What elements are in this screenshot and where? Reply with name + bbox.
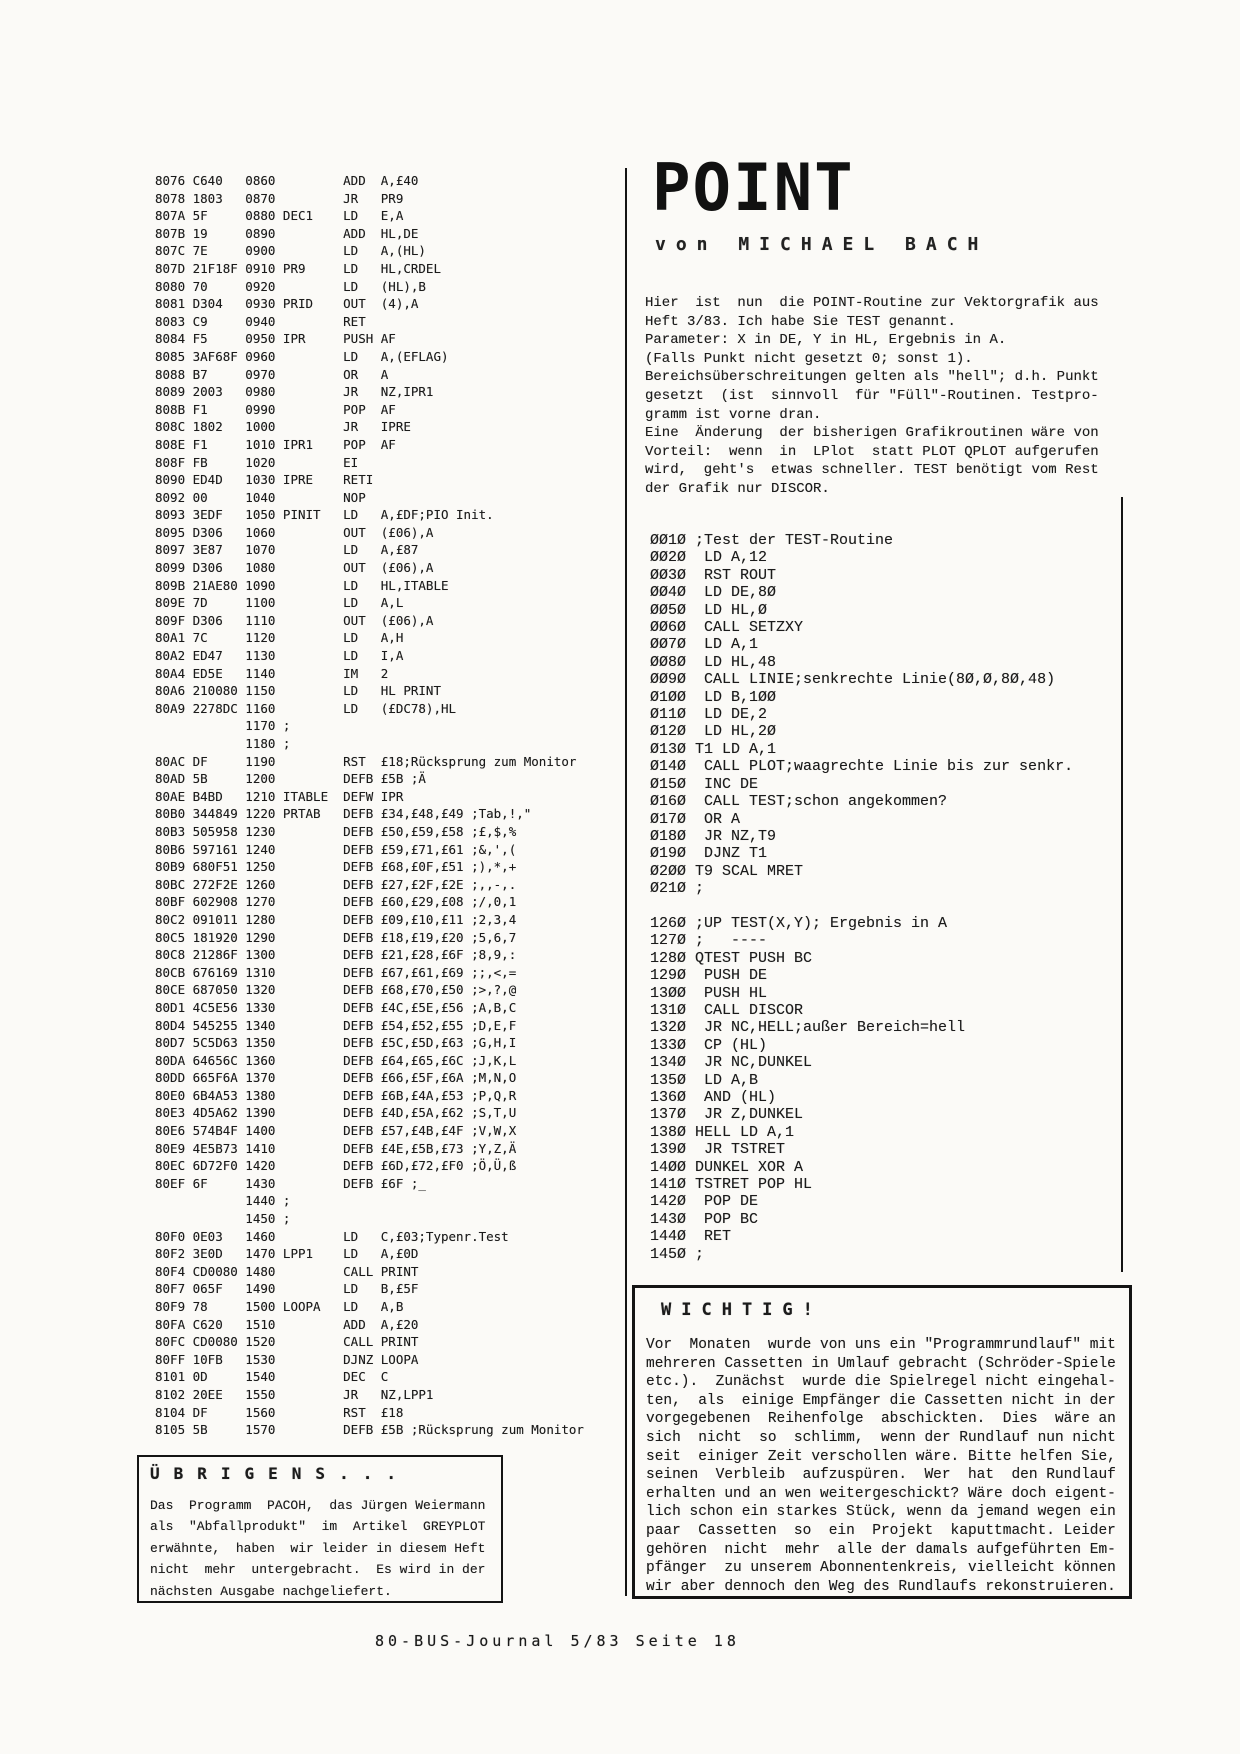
code-line: 80B6 597161 1240 DEFB £59,£71,£61 ;&,',( <box>155 841 517 857</box>
code-line: 808F FB 1020 EI <box>155 454 359 470</box>
code-line: 80C2 091011 1280 DEFB £09,£10,£11 ;2,3,4 <box>155 911 517 927</box>
code-line: 808E F1 1010 IPR1 POP AF <box>155 436 396 452</box>
code-line: 80C5 181920 1290 DEFB £18,£19,£20 ;5,6,7 <box>155 929 517 945</box>
code-line: 80AD 5B 1200 DEFB £5B ;Ä <box>155 771 426 787</box>
code-line: 8099 D306 1080 OUT (£06),A <box>155 560 434 576</box>
code-line: Ø2ØØ T9 SCAL MRET <box>650 862 804 880</box>
code-line: 807B 19 0890 ADD HL,DE <box>155 225 419 241</box>
text-line: vorgegebenen Reihenfolge abschickten. Dies wäre an <box>646 1411 1116 1428</box>
code-line: 80EF 6F 1430 DEFB £6F ;_ <box>155 1175 426 1191</box>
code-line <box>650 898 1073 915</box>
code-line: 8085 3AF68F 0960 LD A,(EFLAG) <box>155 348 449 364</box>
code-line: Ø1ØØ LD B,1ØØ <box>650 688 777 706</box>
code-line: 8097 3E87 1070 LD A,£87 <box>155 542 419 558</box>
code-line: 80D4 545255 1340 DEFB £54,£52,£55 ;D,E,F <box>155 1017 517 1033</box>
text-line: erwähnte, haben wir leider in diesem Heft <box>150 1540 486 1556</box>
code-line: ØØ6Ø CALL SETZXY <box>650 619 804 637</box>
code-line: 80AE B4BD 1210 ITABLE DEFW IPR <box>155 788 404 804</box>
code-line: 8080 70 0920 LD (HL),B <box>155 278 426 294</box>
code-line: 136Ø AND (HL) <box>650 1089 777 1106</box>
code-line: 80A1 7C 1120 LD A,H <box>155 630 404 646</box>
code-line: Ø17Ø OR A <box>650 810 741 828</box>
column-divider-rule <box>625 168 627 1596</box>
wichtig-box <box>632 1285 1132 1599</box>
code-line: 80CB 676169 1310 DEFB £67,£61,£69 ;;,<,= <box>155 964 517 980</box>
text-line: wir aber dennoch den Weg des Rundlaufs rekonstruieren. <box>646 1578 1116 1595</box>
code-line: 807A 5F 0880 DEC1 LD E,A <box>155 208 404 224</box>
code-line: 808B F1 0990 POP AF <box>155 401 396 417</box>
uebrigens-box <box>137 1455 503 1603</box>
text-line: seit einiger Zeit verschollen wäre. Bitte helfen Sie, <box>646 1448 1116 1465</box>
code-line: 134Ø JR NC,DUNKEL <box>650 1054 813 1072</box>
code-line: 138Ø HELL LD A,1 <box>650 1123 795 1141</box>
code-line: 8081 D304 0930 PRID OUT (4),A <box>155 296 419 312</box>
code-line: Ø19Ø DJNZ T1 <box>650 845 768 863</box>
code-line: ØØ5Ø LD HL,Ø <box>650 601 768 619</box>
code-line: ØØ3Ø RST ROUT <box>650 566 777 584</box>
code-line: 80DD 665F6A 1370 DEFB £66,£5F,£6A ;M,N,O <box>155 1070 517 1086</box>
code-line: 8104 DF 1560 RST £18 <box>155 1404 404 1420</box>
code-line: Ø13Ø T1 LD A,1 <box>650 740 777 758</box>
code-line: 80A9 2278DC 1160 LD (£DC78),HL <box>155 700 457 716</box>
code-line: 133Ø CP (HL) <box>650 1036 768 1054</box>
wichtig-headline: WICHTIG! <box>661 1300 823 1320</box>
code-line: 80F0 0E03 1460 LD C,£03;Typenr.Test <box>155 1228 509 1244</box>
code-line: 80EC 6D72F0 1420 DEFB £6D,£72,£F0 ;Ö,Ü,ß <box>155 1158 517 1174</box>
code-line: 80B0 344849 1220 PRTAB DEFB £34,£48,£49 ;Tab,!," <box>155 806 532 822</box>
text-line: Vor Monaten wurde von uns ein "Programmrundlauf" mit <box>646 1337 1116 1353</box>
code-line: 142Ø POP DE <box>650 1193 759 1211</box>
code-line: 8093 3EDF 1050 PINIT LD A,£DF;PIO Init. <box>155 507 494 523</box>
text-line: lich schon ein starkes Stück, wenn da jemand wegen ein <box>646 1504 1116 1521</box>
code-line: 141Ø TSTRET POP HL <box>650 1176 813 1194</box>
code-line: 80FF 10FB 1530 DJNZ LOOPA <box>155 1351 419 1367</box>
code-line: 131Ø CALL DISCOR <box>650 1001 804 1019</box>
code-line: 80E9 4E5B73 1410 DEFB £4E,£5B,£73 ;Y,Z,Ä <box>155 1140 517 1156</box>
code-line: 8083 C9 0940 RET <box>155 313 366 329</box>
text-line: wird, geht's etwas schneller. TEST benötigt vom Rest <box>645 462 1099 479</box>
code-line: 807D 21F18F 0910 PR9 LD HL,CRDEL <box>155 260 441 276</box>
code-line: 80E6 574B4F 1400 DEFB £57,£4B,£4F ;V,W,X <box>155 1123 517 1139</box>
code-line: ØØ7Ø LD A,1 <box>650 636 759 654</box>
machine-code-listing <box>155 172 584 1439</box>
text-line: Vorteil: wenn in LPlot statt PLOT QPLOT aufgerufen <box>645 443 1099 460</box>
code-line: Ø14Ø CALL PLOT;waagrechte Linie bis zur senkr. <box>650 758 1074 776</box>
code-line: 809F D306 1110 OUT (£06),A <box>155 612 434 628</box>
code-line: 80FA C620 1510 ADD A,£20 <box>155 1316 419 1332</box>
text-line: nicht mehr untergebracht. Es wird in der <box>150 1562 486 1578</box>
text-line: gehören nicht mehr alle der damals aufgeführten Em- <box>646 1541 1116 1558</box>
uebrigens-headline: ÜBRIGENS... <box>150 1464 410 1483</box>
code-line: 8102 20EE 1550 JR NZ,LPP1 <box>155 1386 434 1402</box>
text-line: mehreren Cassetten in Umlauf gebracht (Schröder-Spiele <box>646 1355 1116 1372</box>
code-line: 809E 7D 1100 LD A,L <box>155 595 404 611</box>
code-line: 8101 0D 1540 DEC C <box>155 1369 389 1385</box>
code-line: 807C 7E 0900 LD A,(HL) <box>155 243 426 259</box>
code-line: 8105 5B 1570 DEFB £5B ;Rücksprung zum Monitor <box>155 1422 584 1438</box>
code-line: Ø21Ø ; <box>650 880 705 898</box>
code-line: Ø11Ø LD DE,2 <box>650 706 768 724</box>
text-line: als "Abfallprodukt" im Artikel GREYPLOT <box>150 1519 486 1535</box>
page-footer: 80-BUS-Journal 5/83 Seite 18 <box>375 1632 740 1650</box>
test-program-listing <box>650 532 1073 1263</box>
code-line: 137Ø JR Z,DUNKEL <box>650 1106 804 1124</box>
text-line: Hier ist nun die POINT-Routine zur Vektorgrafik aus <box>645 295 1099 311</box>
code-line: 80AC DF 1190 RST £18;Rücksprung zum Monitor <box>155 753 577 769</box>
text-line: etc.). Zunächst wurde die Spielregel nicht eingehal- <box>646 1374 1116 1391</box>
text-line: Bereichsüberschreitungen gelten als "hell"; d.h. Punkt <box>645 369 1099 386</box>
code-line: 8089 2003 0980 JR NZ,IPR1 <box>155 384 434 400</box>
text-line: ten, als einige Empfänger die Cassetten nicht in der <box>646 1392 1116 1409</box>
text-line: pfänger zu unserem Abonnentenkreis, vielleicht können <box>646 1560 1116 1577</box>
text-line: Heft 3/83. Ich habe Sie TEST genannt. <box>645 313 956 330</box>
code-line: ØØ4Ø LD DE,8Ø <box>650 584 777 602</box>
code-line: 80F2 3E0D 1470 LPP1 LD A,£0D <box>155 1246 419 1262</box>
code-line: 8092 00 1040 NOP <box>155 489 366 505</box>
code-line: 128Ø QTEST PUSH BC <box>650 949 813 967</box>
wichtig-body <box>646 1336 1116 1596</box>
code-line: 1170 ; <box>155 718 291 734</box>
code-line: 8084 F5 0950 IPR PUSH AF <box>155 331 396 347</box>
code-line: 80BF 602908 1270 DEFB £60,£29,£08 ;/,0,1 <box>155 894 517 910</box>
text-line: paar Cassetten so ein Projekt kaputtmacht. Leider <box>646 1522 1116 1539</box>
code-line: 126Ø ;UP TEST(X,Y); Ergebnis in A <box>650 914 948 932</box>
code-line: 80E3 4D5A62 1390 DEFB £4D,£5A,£62 ;S,T,U <box>155 1105 517 1121</box>
code-line: 127Ø ; ---- <box>650 932 768 950</box>
text-line: sich nicht so schlimm, wenn der Rundlauf nun nicht <box>646 1429 1116 1446</box>
code-line: 80A6 210080 1150 LD HL PRINT <box>155 683 441 699</box>
code-line: 80F9 78 1500 LOOPA LD A,B <box>155 1299 404 1314</box>
code-line: 135Ø LD A,B <box>650 1071 759 1089</box>
code-line: 8078 1803 0870 JR PR9 <box>155 190 404 206</box>
text-line: seinen Verbleib aufzuspüren. Wer hat den Rundlauf <box>646 1467 1116 1484</box>
code-line: 8095 D306 1060 OUT (£06),A <box>155 524 434 540</box>
code-line: 80F4 CD0080 1480 CALL PRINT <box>155 1263 419 1279</box>
code-line: 1450 ; <box>155 1211 291 1227</box>
code-line: 808C 1802 1000 JR IPRE <box>155 419 411 435</box>
text-line: Eine Änderung der bisherigen Grafikroutinen wäre von <box>645 425 1099 442</box>
code-line: 143Ø POP BC <box>650 1210 759 1228</box>
code-line: 132Ø JR NC,HELL;außer Bereich=hell <box>650 1019 966 1037</box>
code-line: 80E0 6B4A53 1380 DEFB £6B,£4A,£53 ;P,Q,R <box>155 1087 517 1103</box>
code-line: 80D7 5C5D63 1350 DEFB £5C,£5D,£63 ;G,H,I <box>155 1035 517 1051</box>
code-line: 80D1 4C5E56 1330 DEFB £4C,£5E,£56 ;A,B,C <box>155 999 517 1015</box>
code-line: 144Ø RET <box>650 1228 732 1246</box>
text-line: (Falls Punkt nicht gesetzt 0; sonst 1). <box>645 350 973 367</box>
article-byline: von MICHAEL BACH <box>655 234 989 255</box>
code-line: 8090 ED4D 1030 IPRE RETI <box>155 472 374 488</box>
code-line: 8088 B7 0970 OR A <box>155 366 389 382</box>
code-line: 139Ø JR TSTRET <box>650 1141 786 1159</box>
text-line: gramm ist vorne dran. <box>645 406 822 423</box>
code-line: 80C8 21286F 1300 DEFB £21,£28,£6F ;8,9,: <box>155 947 517 963</box>
code-line: 809B 21AE80 1090 LD HL,ITABLE <box>155 577 449 593</box>
text-line: gesetzt (ist sinnvoll für "Füll"-Routinen. Testpro- <box>645 387 1099 404</box>
uebrigens-body <box>150 1495 485 1602</box>
code-line: 80F7 065F 1490 LD B,£5F <box>155 1281 419 1297</box>
code-line: 13ØØ PUSH HL <box>650 984 768 1002</box>
code-line: 80CE 687050 1320 DEFB £68,£70,£50 ;>,?,@ <box>155 982 517 998</box>
text-line: nächsten Ausgabe nachgeliefert. <box>150 1583 392 1599</box>
code-line: 80DA 64656C 1360 DEFB £64,£65,£6C ;J,K,L <box>155 1052 517 1068</box>
text-line: erhalten und an wen weitergeschickt? Wäre doch eigent- <box>646 1485 1116 1502</box>
article-intro <box>645 294 1099 499</box>
code-line: 80A4 ED5E 1140 IM 2 <box>155 665 389 681</box>
code-line: 14ØØ DUNKEL XOR A <box>650 1158 804 1176</box>
text-line: Parameter: X in DE, Y in HL, Ergebnis in A. <box>645 332 1007 349</box>
code-line: ØØ1Ø ;Test der TEST-Routine <box>650 532 894 549</box>
code-line: 80BC 272F2E 1260 DEFB £27,£2F,£2E ;,,-,. <box>155 876 517 892</box>
code-line: ØØ8Ø LD HL,48 <box>650 653 777 671</box>
code-line: 1180 ; <box>155 736 291 751</box>
code-line: Ø16Ø CALL TEST;schon angekommen? <box>650 793 948 811</box>
code-line: Ø18Ø JR NZ,T9 <box>650 827 777 845</box>
code-line: Ø12Ø LD HL,2Ø <box>650 723 777 741</box>
code-line: 80FC CD0080 1520 CALL PRINT <box>155 1334 419 1350</box>
listing-right-rule <box>1121 497 1123 1272</box>
text-line: der Grafik nur DISCOR. <box>645 480 830 497</box>
code-line: 80A2 ED47 1130 LD I,A <box>155 648 404 664</box>
code-line: Ø15Ø INC DE <box>650 775 759 793</box>
text-line: Das Programm PACOH, das Jürgen Weiermann <box>150 1498 486 1513</box>
code-line: 129Ø PUSH DE <box>650 967 768 985</box>
code-line: ØØ2Ø LD A,12 <box>650 549 768 567</box>
code-line: 8076 C640 0860 ADD A,£40 <box>155 173 419 188</box>
code-line: 80B3 505958 1230 DEFB £50,£59,£58 ;£,$,% <box>155 823 517 839</box>
code-line: 80B9 680F51 1250 DEFB £68,£0F,£51 ;),*,+ <box>155 859 517 875</box>
article-title: POINT <box>652 150 855 227</box>
code-line: ØØ9Ø CALL LINIE;senkrechte Linie(8Ø,Ø,8Ø,48) <box>650 671 1056 689</box>
code-line: 145Ø ; <box>650 1245 705 1263</box>
code-line: 1440 ; <box>155 1193 291 1209</box>
